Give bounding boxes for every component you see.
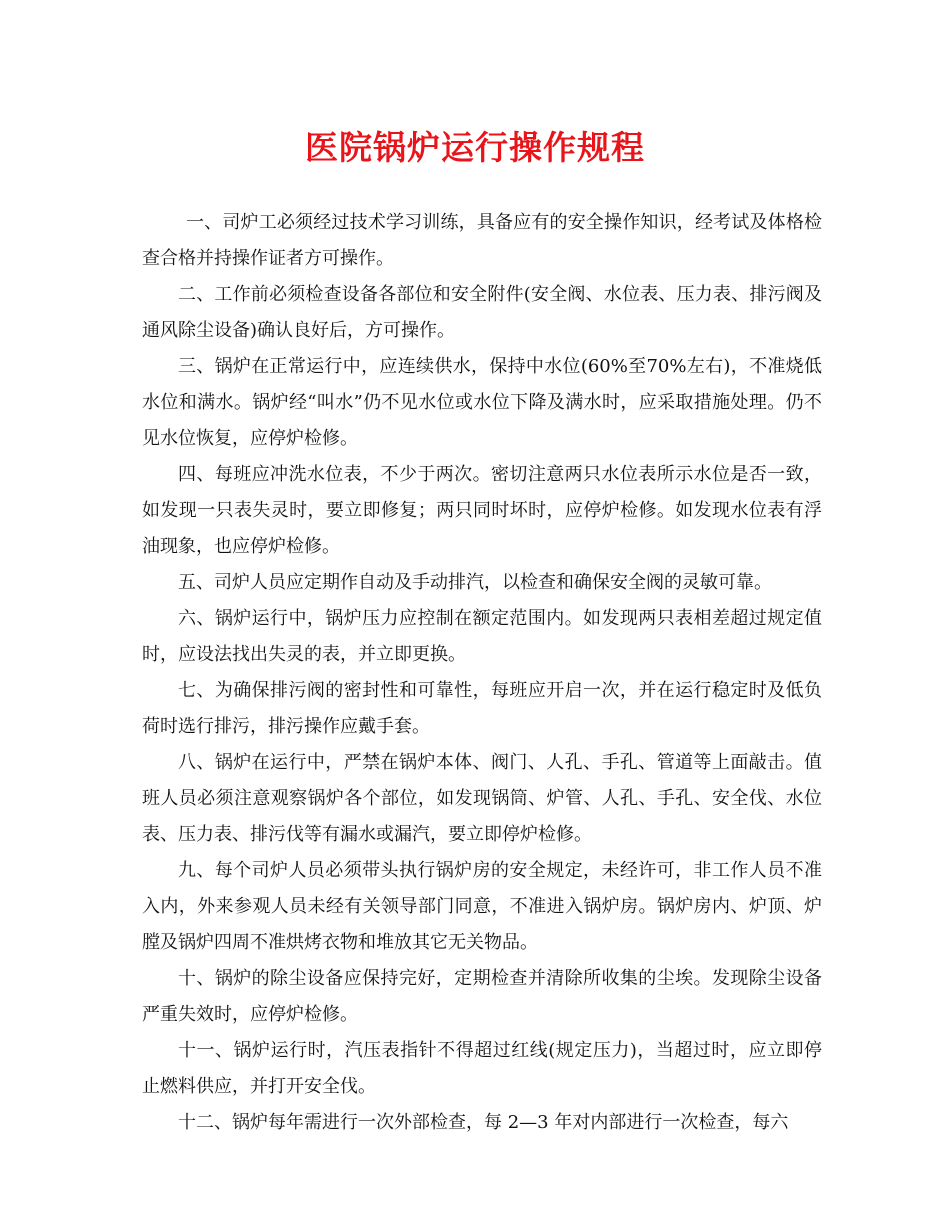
paragraph-1: 一、司炉工必须经过技术学习训练，具备应有的安全操作知识，经考试及体格检查合格并持操作证者方可操作。 — [142, 212, 822, 269]
paragraph-5: 五、司炉人员应定期作自动及手动排汽，以检查和确保安全阀的灵敏可靠。 — [178, 572, 772, 593]
paragraph-10: 十、锅炉的除尘设备应保持完好，定期检查并清除所收集的尘埃。发现除尘设备严重失效时，应停炉检修。 — [142, 968, 822, 1025]
paragraph-8: 八、锅炉在运行中，严禁在锅炉本体、阀门、人孔、手孔、管道等上面敲击。值班人员必须注意观察锅炉各个部位，如发现锅筒、炉管、人孔、手孔、安全伐、水位表、压力表、排污伐等有漏水或漏汽，要立即停炉检修。 — [142, 752, 822, 845]
paragraph-3: 三、锅炉在正常运行中，应连续供水，保持中水位(60%至70%左右)，不准烧低水位和满水。锅炉经“叫水”仍不见水位或水位下降及满水时，应采取措施处理。仍不见水位恢复，应停炉检修。 — [142, 356, 822, 449]
paragraph-6: 六、锅炉运行中，锅炉压力应控制在额定范围内。如发现两只表相差超过规定值时，应设法找出失灵的表，并立即更换。 — [142, 608, 822, 665]
paragraph-7: 七、为确保排污阀的密封性和可靠性，每班应开启一次，并在运行稳定时及低负荷时选行排污，排污操作应戴手套。 — [142, 680, 822, 737]
document-title: 医院锅炉运行操作规程 — [305, 128, 645, 167]
paragraph-11: 十一、锅炉运行时，汽压表指针不得超过红线(规定压力)，当超过时，应立即停止燃料供应，并打开安全伐。 — [142, 1040, 822, 1097]
paragraph-9: 九、每个司炉人员必须带头执行锅炉房的安全规定，未经许可，非工作人员不准入内，外来参观人员未经有关领导部门同意，不准进入锅炉房。锅炉房内、炉顶、炉膛及锅炉四周不准烘烤衣物和堆放其它无关物品。 — [142, 860, 822, 953]
paragraph-12: 十二、锅炉每年需进行一次外部检查，每 2—3 年对内部进行一次检查，每六 — [178, 1112, 789, 1133]
document-body — [142, 205, 822, 1141]
paragraph-4: 四、每班应冲洗水位表，不少于两次。密切注意两只水位表所示水位是否一致，如发现一只表失灵时，要立即修复；两只同时坏时，应停炉检修。如发现水位表有浮油现象，也应停炉检修。 — [142, 464, 822, 557]
paragraph-2: 二、工作前必须检查设备各部位和安全附件(安全阀、水位表、压力表、排污阀及通风除尘设备)确认良好后，方可操作。 — [142, 284, 822, 341]
